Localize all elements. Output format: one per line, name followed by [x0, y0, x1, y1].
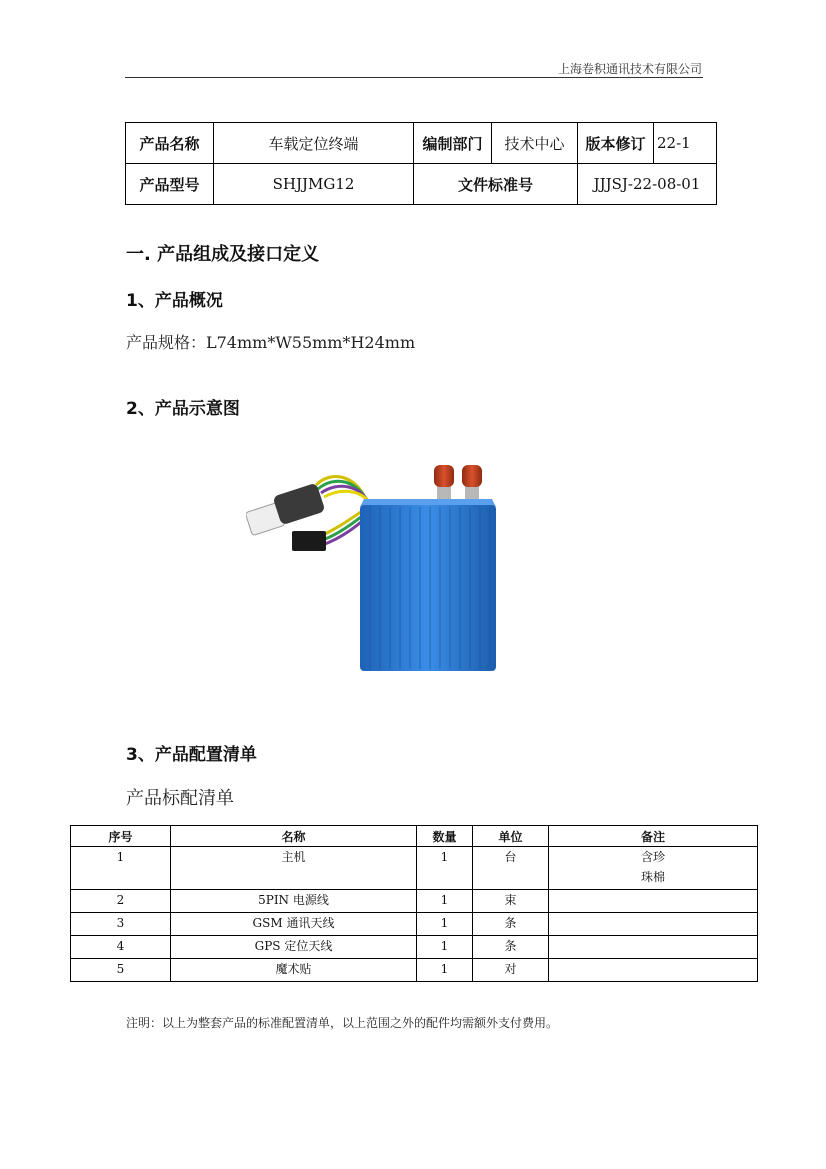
bom-cell-name: GSM 通讯天线	[171, 913, 417, 936]
product-model-value: SHJJMG12	[214, 164, 414, 205]
bom-cell-qty: 1	[417, 847, 473, 890]
product-name-value: 车载定位终端	[214, 123, 414, 164]
bom-cell-unit: 台	[473, 847, 549, 890]
overview-heading: 1、产品概况	[126, 291, 223, 311]
header-company-name: 上海卷积通讯技术有限公司	[557, 62, 702, 76]
bom-cell-no: 2	[71, 890, 171, 913]
standard-number-value: JJJSJ-22-08-01	[578, 164, 717, 205]
table-row	[71, 959, 758, 982]
bom-cell-note	[549, 913, 758, 936]
bom-cell-unit: 束	[473, 890, 549, 913]
revision-value: 22-1	[654, 123, 717, 164]
bom-cell-qty: 1	[417, 959, 473, 982]
bom-cell-note	[549, 847, 758, 890]
bom-cell-unit: 条	[473, 913, 549, 936]
bom-cell-no: 3	[71, 913, 171, 936]
white-connector	[246, 483, 326, 536]
table-row	[71, 936, 758, 959]
department-value: 技术中心	[492, 123, 578, 164]
gps-tracker-device-image	[246, 445, 506, 675]
product-model-label: 产品型号	[126, 164, 214, 205]
revision-label: 版本修订	[578, 123, 654, 164]
device-housing	[360, 499, 496, 671]
bom-note-line-1: 含珍	[640, 850, 665, 864]
bom-cell-qty: 1	[417, 890, 473, 913]
config-subtitle: 产品标配清单	[126, 788, 234, 809]
bom-cell-qty: 1	[417, 913, 473, 936]
product-info-table	[125, 122, 717, 205]
bom-header-unit: 单位	[473, 826, 549, 847]
bom-cell-note	[549, 959, 758, 982]
bom-cell-no: 4	[71, 936, 171, 959]
bom-cell-no: 1	[71, 847, 171, 890]
section-heading-composition: 一. 产品组成及接口定义	[126, 244, 320, 265]
bom-header-note: 备注	[549, 826, 758, 847]
product-spec: 产品规格：L74mm*W55mm*H24mm	[126, 333, 416, 352]
product-name-label: 产品名称	[126, 123, 214, 164]
table-row	[71, 913, 758, 936]
black-connector	[292, 531, 326, 551]
standard-number-label: 文件标准号	[414, 164, 578, 205]
bom-cell-no: 5	[71, 959, 171, 982]
bom-cell-note	[549, 890, 758, 913]
bom-header-no: 序号	[71, 826, 171, 847]
info-row-2	[126, 164, 717, 205]
config-heading: 3、产品配置清单	[126, 745, 257, 765]
diagram-heading: 2、产品示意图	[126, 399, 240, 419]
info-row-1	[126, 123, 717, 164]
bom-cell-note	[549, 936, 758, 959]
bom-cell-unit: 对	[473, 959, 549, 982]
antenna-connectors	[434, 465, 482, 499]
bom-header-qty: 数量	[417, 826, 473, 847]
department-label: 编制部门	[414, 123, 492, 164]
table-row	[71, 890, 758, 913]
table-row	[71, 847, 758, 890]
bom-note-line-2: 珠棉	[640, 870, 665, 884]
header-divider	[125, 77, 703, 78]
bom-cell-name: 主机	[171, 847, 417, 890]
bom-cell-name: GPS 定位天线	[171, 936, 417, 959]
bom-cell-name: 魔术贴	[171, 959, 417, 982]
bom-header-row	[71, 826, 758, 847]
bom-table	[70, 825, 758, 982]
footnote: 注明：以上为整套产品的标准配置清单，以上范围之外的配件均需额外支付费用。	[126, 1016, 559, 1030]
bom-cell-unit: 条	[473, 936, 549, 959]
bom-cell-qty: 1	[417, 936, 473, 959]
bom-cell-name: 5PIN 电源线	[171, 890, 417, 913]
bom-header-name: 名称	[171, 826, 417, 847]
